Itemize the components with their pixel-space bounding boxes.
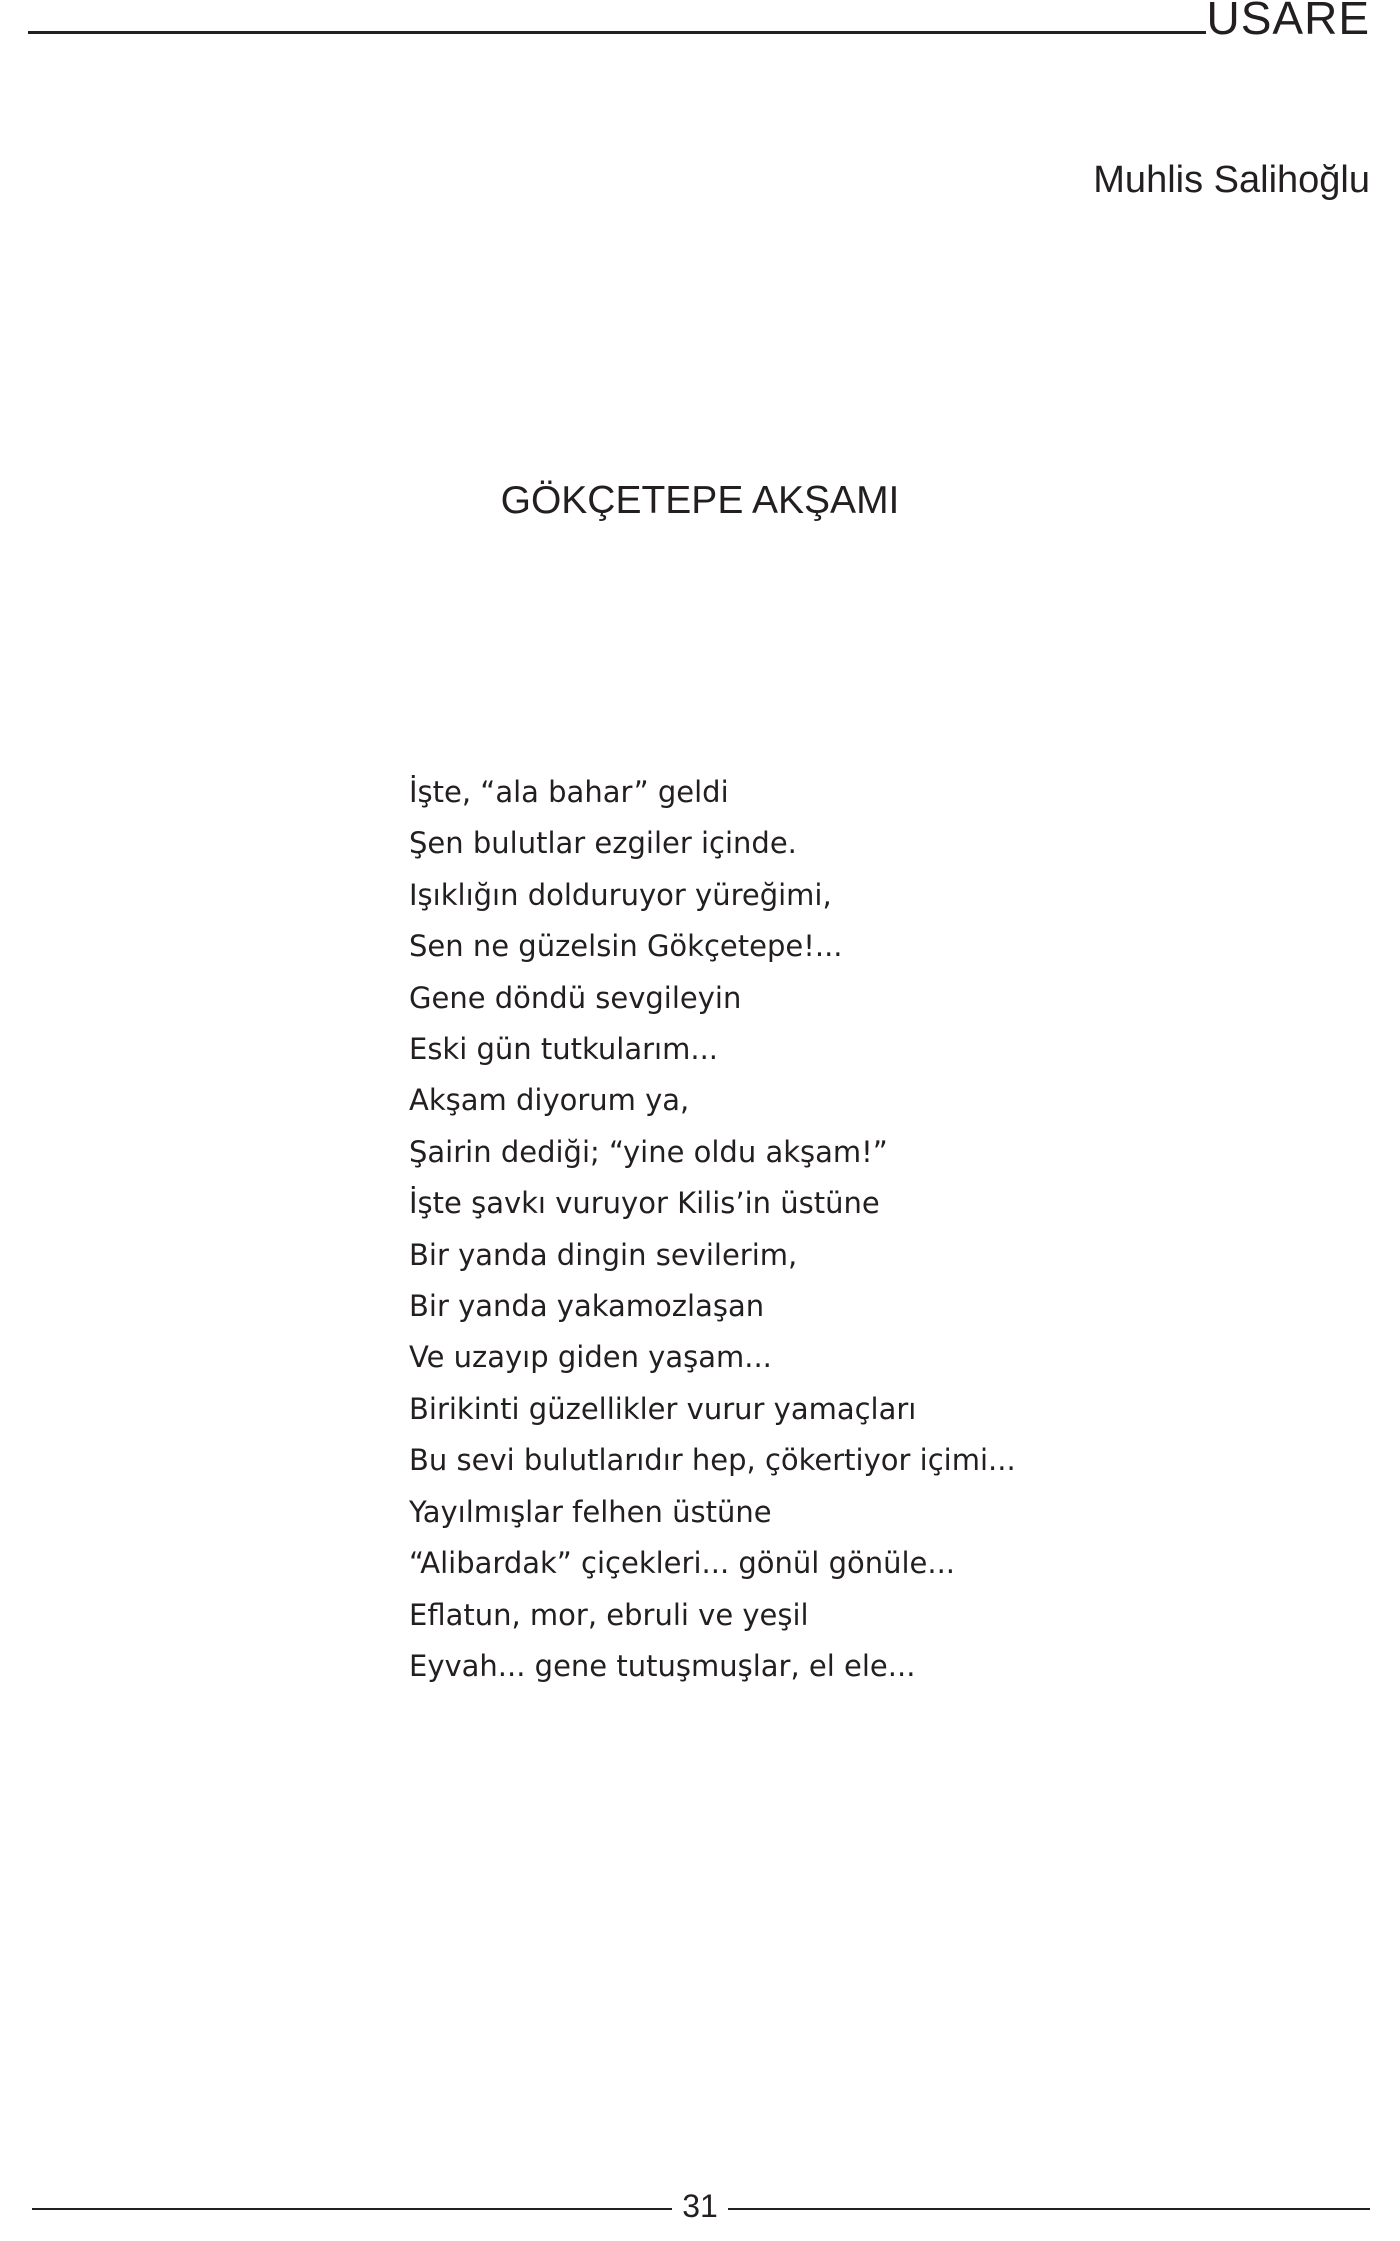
poem-line: Bir yanda dingin sevilerim, xyxy=(409,1237,798,1272)
poem-line: Eyvah... gene tutuşmuşlar, el ele... xyxy=(409,1648,916,1683)
poem-line: Bir yanda yakamozlaşan xyxy=(409,1289,765,1324)
footer-rule-right xyxy=(728,2208,1370,2210)
header-rule xyxy=(28,31,1206,34)
poem-line: Işıklığın dolduruyor yüreğimi, xyxy=(409,877,832,912)
poem-title: GÖKÇETEPE AKŞAMI xyxy=(500,479,900,522)
poem-line: Eski gün tutkularım... xyxy=(409,1032,719,1067)
poem-line: Eflatun, mor, ebruli ve yeşil xyxy=(409,1597,809,1632)
poem-line: İşte, “ala bahar” geldi xyxy=(409,775,729,809)
poem-line: “Alibardak” çiçekleri... gönül gönüle... xyxy=(409,1546,956,1581)
poem-line: İşte şavkı vuruyor Kilis’in üstüne xyxy=(409,1186,880,1221)
poem-line: Birikinti güzellikler vurur yamaçları xyxy=(409,1391,917,1426)
footer-rule-left xyxy=(32,2208,672,2210)
poem-line: Sen ne güzelsin Gökçetepe!... xyxy=(409,929,843,964)
author-name: Muhlis Salihoğlu xyxy=(1093,159,1370,201)
journal-name: USARE xyxy=(1206,0,1370,44)
poem-line: Şen bulutlar ezgiler içinde. xyxy=(409,826,797,861)
page-number: 31 xyxy=(682,2188,718,2224)
poem-line: Ve uzayıp giden yaşam... xyxy=(409,1340,772,1375)
poem-line: Akşam diyorum ya, xyxy=(409,1083,690,1118)
poem-line: Gene döndü sevgileyin xyxy=(409,980,742,1015)
poem-line: Bu sevi bulutlarıdır hep, çökertiyor içimi... xyxy=(409,1443,1016,1478)
poem-line: Şairin dediği; “yine oldu akşam!” xyxy=(409,1134,888,1169)
poem-body xyxy=(409,767,1016,1692)
poem-line: Yayılmışlar felhen üstüne xyxy=(409,1494,772,1529)
